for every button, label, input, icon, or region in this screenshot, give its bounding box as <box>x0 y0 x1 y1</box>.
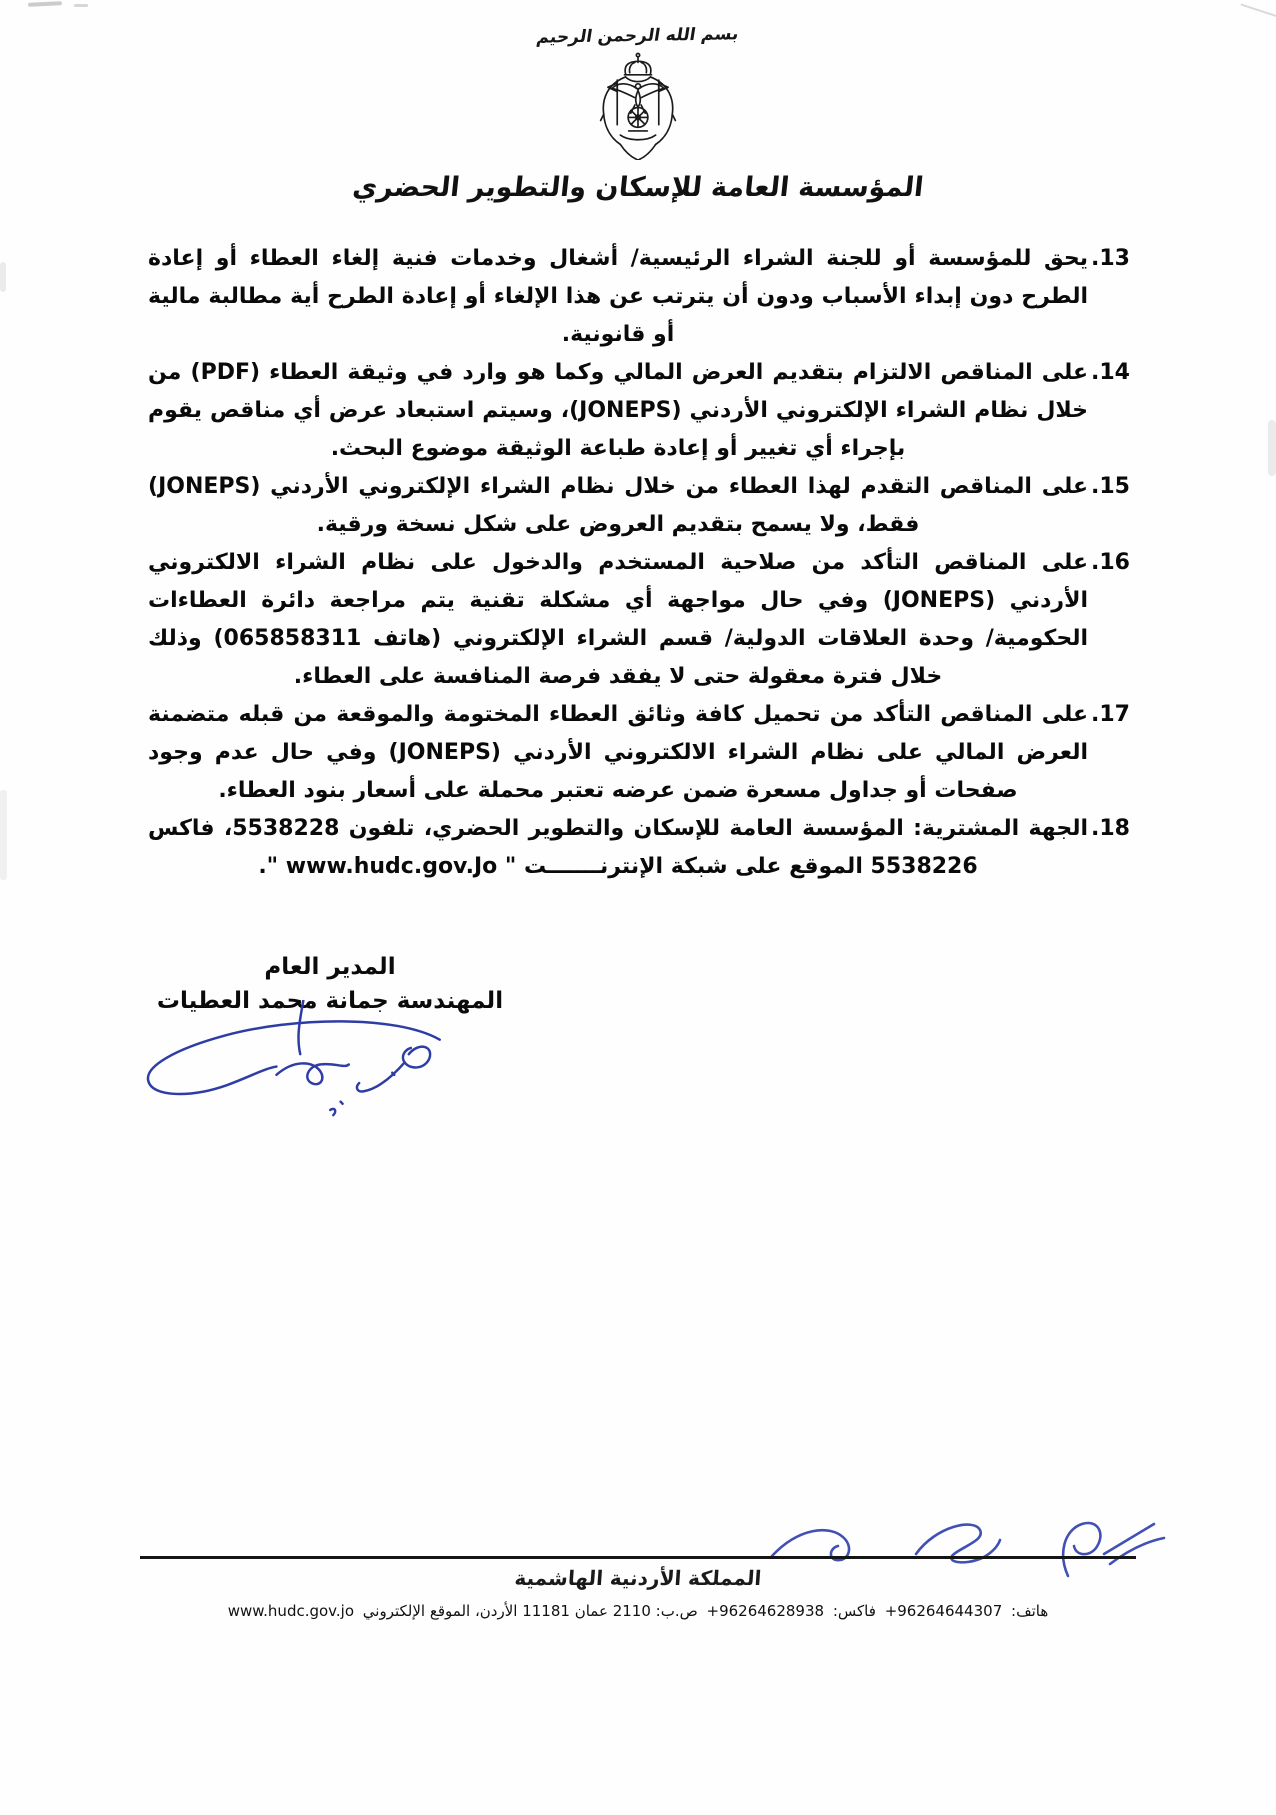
phone-label: هاتف: <box>1011 1602 1049 1620</box>
phone-number: +96264644307 <box>884 1602 1003 1620</box>
footer-divider-line <box>140 1556 1136 1559</box>
item-number: 17. <box>1091 702 1130 727</box>
signer-name: المهندسة جمانة محمد العطيات <box>156 988 504 1014</box>
item-number: 14. <box>1091 360 1130 385</box>
address-text: ص.ب: 2110 عمان 11181 الأردن، الموقع الإلكتروني <box>362 1602 698 1620</box>
item-text: الجهة المشترية: المؤسسة العامة للإسكان والتطوير الحضري، تلفون 5538228، فاكس 5538226 الموقع على شبكة الإنترنـــــــت " www.hudc.gov.Jo ". <box>148 816 1088 879</box>
scan-artifact <box>0 262 6 292</box>
jordan-coat-of-arms-icon <box>586 52 690 160</box>
numbered-clauses-list <box>148 240 1130 886</box>
website-url: www.hudc.gov.jo <box>227 1602 355 1620</box>
scan-artifact <box>0 790 7 880</box>
item-text: على المناقص التقدم لهذا العطاء من خلال نظام الشراء الإلكتروني الأردني (JONEPS) فقط، ولا يسمح بتقديم العروض على شكل نسخة ورقية. <box>148 474 1088 537</box>
handwritten-signature-icon <box>138 1000 448 1130</box>
scan-artifact <box>1268 420 1276 476</box>
item-number: 15. <box>1091 474 1130 499</box>
scan-artifact <box>1241 0 1276 18</box>
item-text: على المناقص التأكد من تحميل كافة وثائق العطاء المختومة والموقعة من قبله متضمنة العرض المالي على نظام الشراء الالكتروني الأردني (JONEPS) وفي حال عدم وجود صفحات أو جداول مسعرة ضمن عرضه تعتبر محملة على أسعار بنود العطاء. <box>148 702 1088 803</box>
footer-contact-line <box>0 1602 1276 1620</box>
kingdom-name-calligraphy: المملكة الأردنية الهاشمية <box>513 1566 763 1590</box>
item-number: 18. <box>1091 816 1130 841</box>
list-item-14 <box>148 354 1130 468</box>
item-number: 13. <box>1091 246 1130 271</box>
list-item-16 <box>148 544 1130 696</box>
item-text: على المناقص الالتزام بتقديم العرض المالي وكما هو وارد في وثيقة العطاء (PDF) من خلال نظام الشراء الإلكتروني الأردني (JONEPS)، وسيتم استبعاد عرض أي مناقص يقوم بإجراء أي تغيير أو إعادة طباعة الوثيقة موضوع البحث. <box>148 360 1088 461</box>
list-item-13 <box>148 240 1130 354</box>
list-item-18 <box>148 810 1130 886</box>
item-text: يحق للمؤسسة أو للجنة الشراء الرئيسية/ أشغال وخدمات فنية إلغاء العطاء أو إعادة الطرح دون إبداء الأسباب ودون أن يترتب عن هذا الإلغاء أو إعادة الطرح أية مطالبة مالية أو قانونية. <box>148 246 1088 347</box>
fax-label: فاكس: <box>832 1602 876 1620</box>
org-name-calligraphy: المؤسسة العامة للإسكان والتطوير الحضري <box>351 172 925 203</box>
scan-artifact <box>28 1 62 7</box>
letterhead <box>0 26 1276 203</box>
item-text: على المناقص التأكد من صلاحية المستخدم والدخول على نظام الشراء الالكتروني الأردني (JONEPS) وفي حال مواجهة أي مشكلة تقنية يتم مراجعة دائرة العطاءات الحكومية/ وحدة العلاقات الدولية/ قسم الشراء الإلكتروني (هاتف 065858311) وذلك خلال فترة معقولة حتى لا يفقد فرصة المنافسة على العطاء. <box>148 550 1088 689</box>
item-number: 16. <box>1091 550 1130 575</box>
fax-number: +96264628938 <box>706 1602 825 1620</box>
scan-artifact <box>74 4 88 7</box>
list-item-15 <box>148 468 1130 544</box>
bismillah-calligraphy: بسم الله الرحمن الرحيم <box>535 24 741 48</box>
list-item-17 <box>148 696 1130 810</box>
signer-title: المدير العام <box>264 954 396 980</box>
